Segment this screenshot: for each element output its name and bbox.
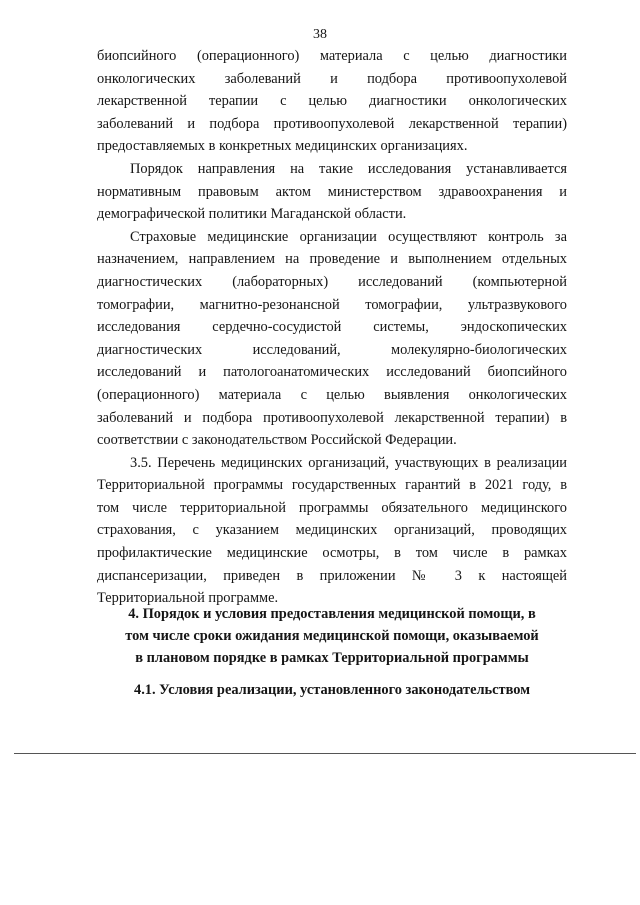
text-line: назначением, направлением на проведение и выполнением отдельных — [97, 251, 567, 268]
text-line: исследования сердечно-сосудистой системы, эндоскопических — [97, 319, 567, 336]
text-line: заболеваний и подбора противоопухолевой лекарственной терапии) — [97, 115, 567, 132]
paragraph-3-5-organizations-list — [97, 452, 567, 610]
text-line: онкологических заболеваний и подбора противоопухолевой — [97, 70, 567, 87]
text-line: том числе территориальной программы обязательного медицинского — [97, 499, 567, 516]
paragraph-insurance-control — [97, 226, 567, 452]
text-line: (операционного) материала с целью выявления онкологических — [97, 386, 567, 403]
section-heading-4 — [97, 603, 567, 669]
text-line: Территориальной программы государственных гарантий в 2021 году, в — [97, 477, 567, 494]
paragraph-referral-order — [97, 158, 567, 226]
text-line: Страховые медицинские организации осуществляют контроль за — [130, 228, 567, 245]
text-line: демографической политики Магаданской области. — [97, 206, 407, 223]
text-line: лекарственной терапии с целью диагностики онкологических — [97, 93, 567, 110]
text-line: профилактические медицинские осмотры, в том числе в рамках — [97, 545, 567, 562]
text-line: исследований и патологоанатомических исследований биопсийного — [97, 364, 567, 381]
text-line: заболеваний и подбора противоопухолевой лекарственной терапии) в — [97, 409, 567, 426]
text-line: Порядок направления на такие исследования устанавливается — [130, 160, 567, 177]
body-text — [97, 45, 567, 610]
text-line: нормативным правовым актом министерством здравоохранения и — [97, 183, 567, 200]
text-line: диагностических (лабораторных) исследований (компьютерной — [97, 273, 567, 290]
text-line: 3.5. Перечень медицинских организаций, участвующих в реализации — [130, 454, 567, 471]
text-line: Территориальной программе. — [97, 590, 279, 607]
text-line: предоставляемых в конкретных медицинских организациях. — [97, 138, 468, 155]
text-line: страхования, с указанием медицинских организаций, проводящих — [97, 522, 567, 539]
page-bottom-edge-line — [14, 753, 636, 754]
text-line: диагностических исследований, молекулярно-биологических — [97, 341, 567, 358]
page-number: 38 — [313, 27, 327, 42]
heading-line: 4. Порядок и условия предоставления медицинской помощи, в — [128, 606, 536, 622]
text-line: томографии, магнитно-резонансной томографии, ультразвукового — [97, 296, 567, 313]
paragraph-biopsy-continuation — [97, 45, 567, 158]
text-line: биопсийного (операционного) материала с целью диагностики — [97, 48, 567, 64]
text-line: диспансеризации, приведен в приложении № 3 к настоящей — [97, 567, 567, 584]
heading-line: том числе сроки ожидания медицинской помощи, оказываемой — [125, 628, 539, 644]
subsection-heading-4-1: 4.1. Условия реализации, установленного законодательством — [134, 682, 530, 698]
text-line: соответствии с законодательством Российской Федерации. — [97, 432, 457, 449]
heading-line: в плановом порядке в рамках Территориальной программы — [135, 650, 529, 666]
